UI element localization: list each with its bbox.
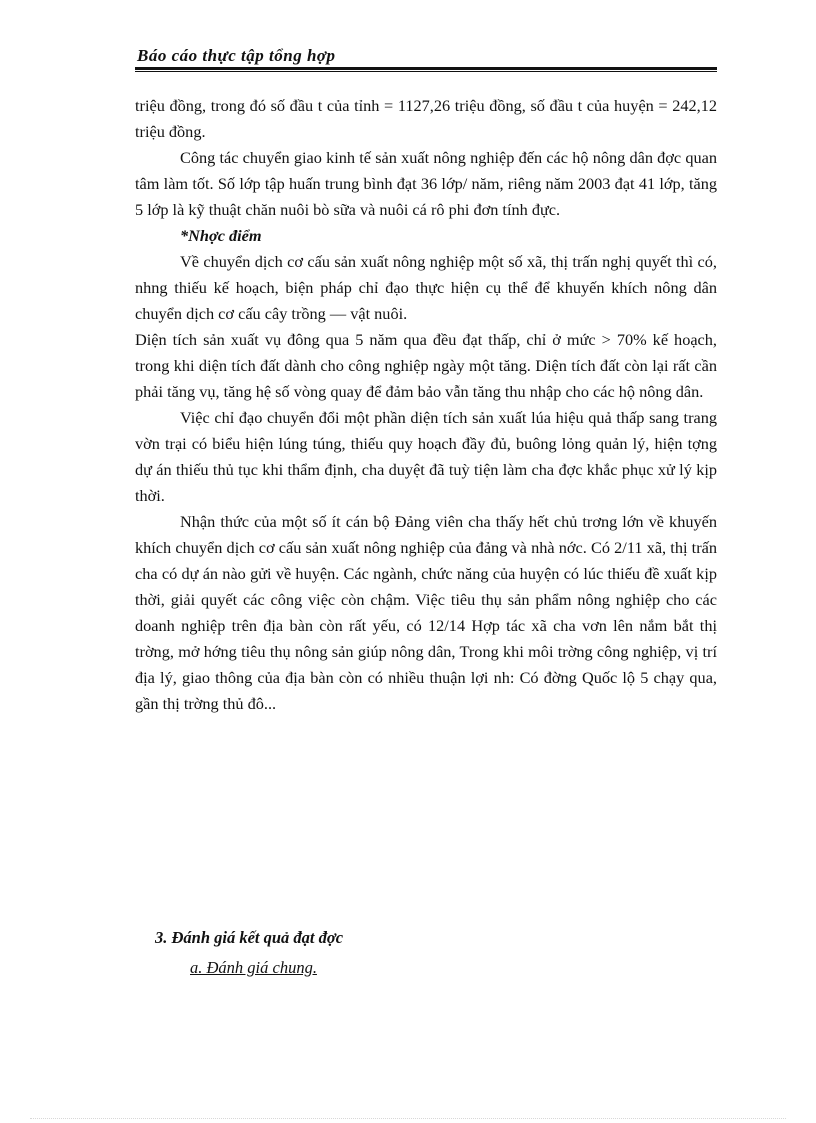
page-header <box>135 46 717 72</box>
section-subtitle: a. Đánh giá chung. <box>190 958 317 977</box>
paragraph-land-conversion: Việc chỉ đạo chuyển đổi một phần diện tích sản xuất lúa hiệu quả thấp sang trang vờn trại có biểu hiện lúng túng, thiếu quy hoạch đầy đủ, buông lỏng quản lý, hiện tợng dự án thiếu thủ tục khi thẩm định, cha duyệt đã tuỳ tiện làm cha đợc khắc phục xử lý kịp thời. <box>135 408 717 505</box>
heading-weaknesses: *Nhợc điểm <box>180 226 262 245</box>
paragraph-investment: triệu đồng, trong đó số đầu t của tỉnh = 1127,26 triệu đồng, số đầu t của huyện = 242,12 triệu đồng. <box>135 96 717 141</box>
section-title: 3. Đánh giá kết quả đạt đợc <box>155 928 344 947</box>
paragraph-restructuring: Về chuyển dịch cơ cấu sản xuất nông nghiệp một số xã, thị trấn nghị quyết thì có, nhng thiếu kế hoạch, biện pháp chỉ đạo thực hiện cụ thể để khuyến khích nông dân chuyển dịch cơ cấu cây trồng — vật nuôi. <box>135 252 717 323</box>
paragraph-winter-crop: Diện tích sản xuất vụ đông qua 5 năm qua đều đạt thấp, chỉ ở mức > 70% kế hoạch, trong khi diện tích đất dành cho công nghiệp ngày một tăng. Diện tích đất còn lại rất cần phải tăng vụ, tăng hệ số vòng quay để đảm bảo vẫn tăng thu nhập cho các hộ nông dân. <box>135 330 717 401</box>
document-body <box>135 93 717 717</box>
paragraph-technology-transfer: Công tác chuyển giao kinh tế sản xuất nông nghiệp đến các hộ nông dân đợc quan tâm làm tốt. Số lớp tập huấn trung bình đạt 36 lớp/ năm, riêng năm 2003 đạt 41 lớp, tăng 5 lớp là kỹ thuật chăn nuôi bò sữa và nuôi cá rô phi đơn tính đực. <box>135 148 717 219</box>
header-title: Báo cáo thực tập tổng hợp <box>137 46 336 65</box>
header-rule-thick <box>135 67 717 70</box>
footer-divider <box>30 1118 786 1119</box>
paragraph-awareness: Nhận thức của một số ít cán bộ Đảng viên cha thấy hết chủ trơng lớn về khuyến khích chuyển dịch cơ cấu sản xuất nông nghiệp của đảng và nhà nớc. Có 2/11 xã, thị trấn cha có dự án nào gửi về huyện. Các ngành, chức năng của huyện có lúc thiếu đề xuất kịp thời, giải quyết các công việc còn chậm. Việc tiêu thụ sản phẩm nông nghiệp cho các doanh nghiệp trên địa bàn còn rất yếu, có 12/14 Hợp tác xã cha vơn lên nắm bắt thị trờng, mở hớng tiêu thụ nông sản giúp nông dân, Trong khi môi trờng công nghiệp, vị trí địa lý, giao thông của địa bàn còn có nhiều thuận lợi nh: Có đờng Quốc lộ 5 chạy qua, gần thị trờng thủ đô... <box>135 512 717 713</box>
header-rule-thin <box>135 71 717 72</box>
